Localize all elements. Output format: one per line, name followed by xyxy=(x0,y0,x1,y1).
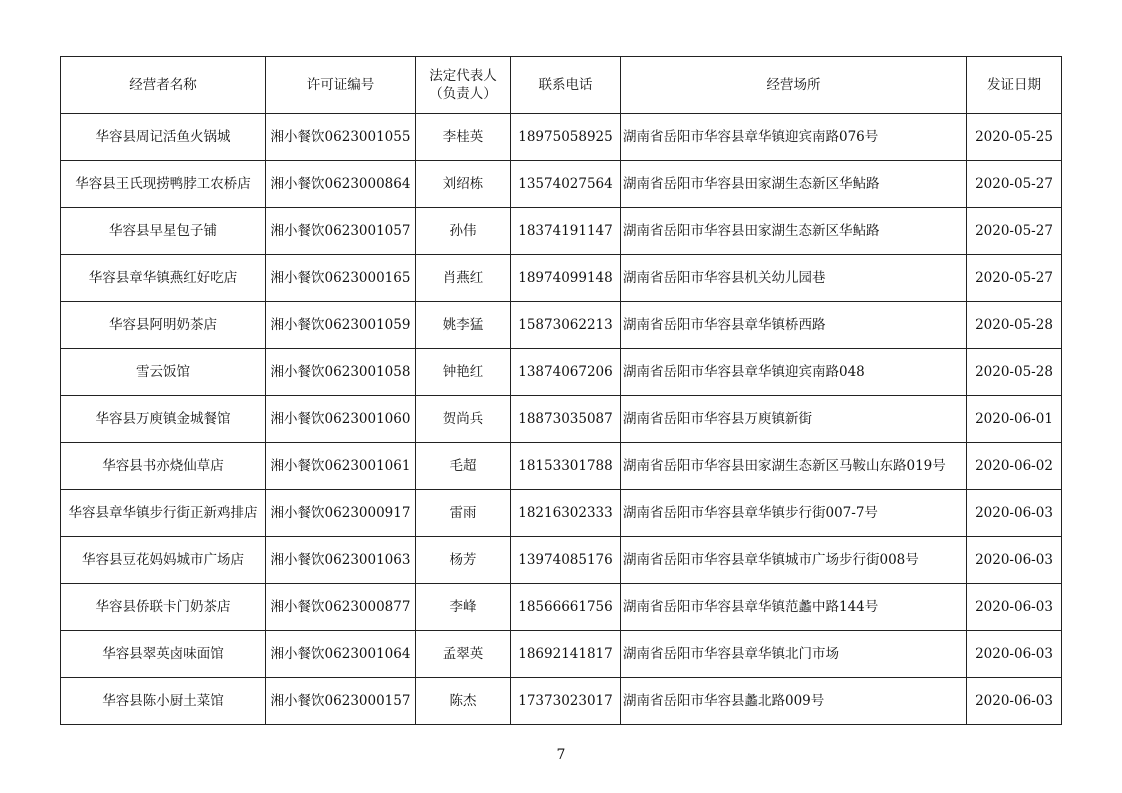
cell-issue-date: 2020-06-03 xyxy=(967,631,1062,678)
cell-address: 湖南省岳阳市华容县田家湖生态新区华鲇路 xyxy=(621,161,967,208)
cell-legal-rep: 毛超 xyxy=(416,443,511,490)
header-legal-rep xyxy=(416,57,511,114)
header-legal-rep-line2: （负责人） xyxy=(429,86,497,102)
cell-issue-date: 2020-06-02 xyxy=(967,443,1062,490)
header-operator-name: 经营者名称 xyxy=(61,57,266,114)
cell-operator-name: 华容县章华镇步行街正新鸡排店 xyxy=(61,490,266,537)
cell-operator-name: 华容县豆花妈妈城市广场店 xyxy=(61,537,266,584)
cell-address: 湖南省岳阳市华容县万庾镇新街 xyxy=(621,396,967,443)
cell-legal-rep: 李桂英 xyxy=(416,114,511,161)
cell-operator-name: 华容县万庾镇金城餐馆 xyxy=(61,396,266,443)
cell-operator-name: 华容县侨联卡门奶茶店 xyxy=(61,584,266,631)
cell-operator-name: 华容县章华镇燕红好吃店 xyxy=(61,255,266,302)
cell-legal-rep: 雷雨 xyxy=(416,490,511,537)
cell-phone: 17373023017 xyxy=(511,678,621,725)
cell-issue-date: 2020-06-03 xyxy=(967,537,1062,584)
cell-phone: 18216302333 xyxy=(511,490,621,537)
cell-phone: 18974099148 xyxy=(511,255,621,302)
table-row xyxy=(61,349,1062,396)
cell-phone: 13974085176 xyxy=(511,537,621,584)
table-row xyxy=(61,255,1062,302)
cell-issue-date: 2020-05-28 xyxy=(967,349,1062,396)
cell-address: 湖南省岳阳市华容县章华镇范蠡中路144号 xyxy=(621,584,967,631)
cell-license-no: 湘小餐饮0623001055 xyxy=(266,114,416,161)
cell-phone: 18374191147 xyxy=(511,208,621,255)
cell-phone: 18975058925 xyxy=(511,114,621,161)
table-body xyxy=(61,114,1062,725)
cell-issue-date: 2020-05-27 xyxy=(967,255,1062,302)
cell-issue-date: 2020-06-03 xyxy=(967,678,1062,725)
cell-license-no: 湘小餐饮0623000165 xyxy=(266,255,416,302)
cell-operator-name: 华容县早星包子铺 xyxy=(61,208,266,255)
cell-address: 湖南省岳阳市华容县章华镇北门市场 xyxy=(621,631,967,678)
cell-license-no: 湘小餐饮0623001059 xyxy=(266,302,416,349)
table-row xyxy=(61,396,1062,443)
cell-operator-name: 华容县王氏现捞鸭脖工农桥店 xyxy=(61,161,266,208)
cell-phone: 18692141817 xyxy=(511,631,621,678)
permit-table xyxy=(60,56,1062,725)
cell-license-no: 湘小餐饮0623000157 xyxy=(266,678,416,725)
cell-legal-rep: 李峰 xyxy=(416,584,511,631)
cell-address: 湖南省岳阳市华容县机关幼儿园巷 xyxy=(621,255,967,302)
cell-issue-date: 2020-05-25 xyxy=(967,114,1062,161)
cell-operator-name: 华容县书亦烧仙草店 xyxy=(61,443,266,490)
cell-address: 湖南省岳阳市华容县章华镇迎宾南路048 xyxy=(621,349,967,396)
page-number: 7 xyxy=(556,747,566,763)
cell-address: 湖南省岳阳市华容县章华镇城市广场步行街008号 xyxy=(621,537,967,584)
cell-license-no: 湘小餐饮0623001060 xyxy=(266,396,416,443)
cell-license-no: 湘小餐饮0623000917 xyxy=(266,490,416,537)
cell-license-no: 湘小餐饮0623000864 xyxy=(266,161,416,208)
cell-license-no: 湘小餐饮0623001061 xyxy=(266,443,416,490)
table-row xyxy=(61,161,1062,208)
cell-phone: 18873035087 xyxy=(511,396,621,443)
cell-issue-date: 2020-06-01 xyxy=(967,396,1062,443)
cell-address: 湖南省岳阳市华容县田家湖生态新区华鲇路 xyxy=(621,208,967,255)
cell-legal-rep: 贺尚兵 xyxy=(416,396,511,443)
cell-legal-rep: 杨芳 xyxy=(416,537,511,584)
cell-license-no: 湘小餐饮0623001063 xyxy=(266,537,416,584)
table-row xyxy=(61,537,1062,584)
cell-phone: 13874067206 xyxy=(511,349,621,396)
cell-legal-rep: 孙伟 xyxy=(416,208,511,255)
cell-license-no: 湘小餐饮0623001057 xyxy=(266,208,416,255)
cell-operator-name: 华容县阿明奶茶店 xyxy=(61,302,266,349)
table-row xyxy=(61,631,1062,678)
cell-address: 湖南省岳阳市华容县蠡北路009号 xyxy=(621,678,967,725)
cell-issue-date: 2020-05-27 xyxy=(967,161,1062,208)
cell-operator-name: 雪云饭馆 xyxy=(61,349,266,396)
cell-phone: 18153301788 xyxy=(511,443,621,490)
table-row xyxy=(61,443,1062,490)
table-row xyxy=(61,302,1062,349)
header-phone: 联系电话 xyxy=(511,57,621,114)
header-legal-rep-line1: 法定代表人 xyxy=(429,68,497,84)
cell-issue-date: 2020-06-03 xyxy=(967,584,1062,631)
cell-license-no: 湘小餐饮0623001064 xyxy=(266,631,416,678)
cell-address: 湖南省岳阳市华容县章华镇桥西路 xyxy=(621,302,967,349)
header-license-no: 许可证编号 xyxy=(266,57,416,114)
cell-legal-rep: 姚李猛 xyxy=(416,302,511,349)
cell-legal-rep: 肖燕红 xyxy=(416,255,511,302)
cell-operator-name: 华容县陈小厨土菜馆 xyxy=(61,678,266,725)
cell-address: 湖南省岳阳市华容县章华镇步行街007-7号 xyxy=(621,490,967,537)
cell-legal-rep: 陈杰 xyxy=(416,678,511,725)
cell-legal-rep: 孟翠英 xyxy=(416,631,511,678)
cell-operator-name: 华容县周记活鱼火锅城 xyxy=(61,114,266,161)
table-row xyxy=(61,584,1062,631)
cell-address: 湖南省岳阳市华容县章华镇迎宾南路076号 xyxy=(621,114,967,161)
header-row xyxy=(61,57,1062,114)
cell-phone: 18566661756 xyxy=(511,584,621,631)
cell-operator-name: 华容县翠英卤味面馆 xyxy=(61,631,266,678)
table-row xyxy=(61,114,1062,161)
cell-license-no: 湘小餐饮0623000877 xyxy=(266,584,416,631)
header-issue-date: 发证日期 xyxy=(967,57,1062,114)
cell-license-no: 湘小餐饮0623001058 xyxy=(266,349,416,396)
cell-address: 湖南省岳阳市华容县田家湖生态新区马鞍山东路019号 xyxy=(621,443,967,490)
cell-phone: 15873062213 xyxy=(511,302,621,349)
cell-issue-date: 2020-05-27 xyxy=(967,208,1062,255)
table-row xyxy=(61,678,1062,725)
cell-issue-date: 2020-06-03 xyxy=(967,490,1062,537)
cell-legal-rep: 刘绍栋 xyxy=(416,161,511,208)
table-row xyxy=(61,490,1062,537)
table-row xyxy=(61,208,1062,255)
cell-legal-rep: 钟艳红 xyxy=(416,349,511,396)
cell-phone: 13574027564 xyxy=(511,161,621,208)
header-address: 经营场所 xyxy=(621,57,967,114)
cell-issue-date: 2020-05-28 xyxy=(967,302,1062,349)
